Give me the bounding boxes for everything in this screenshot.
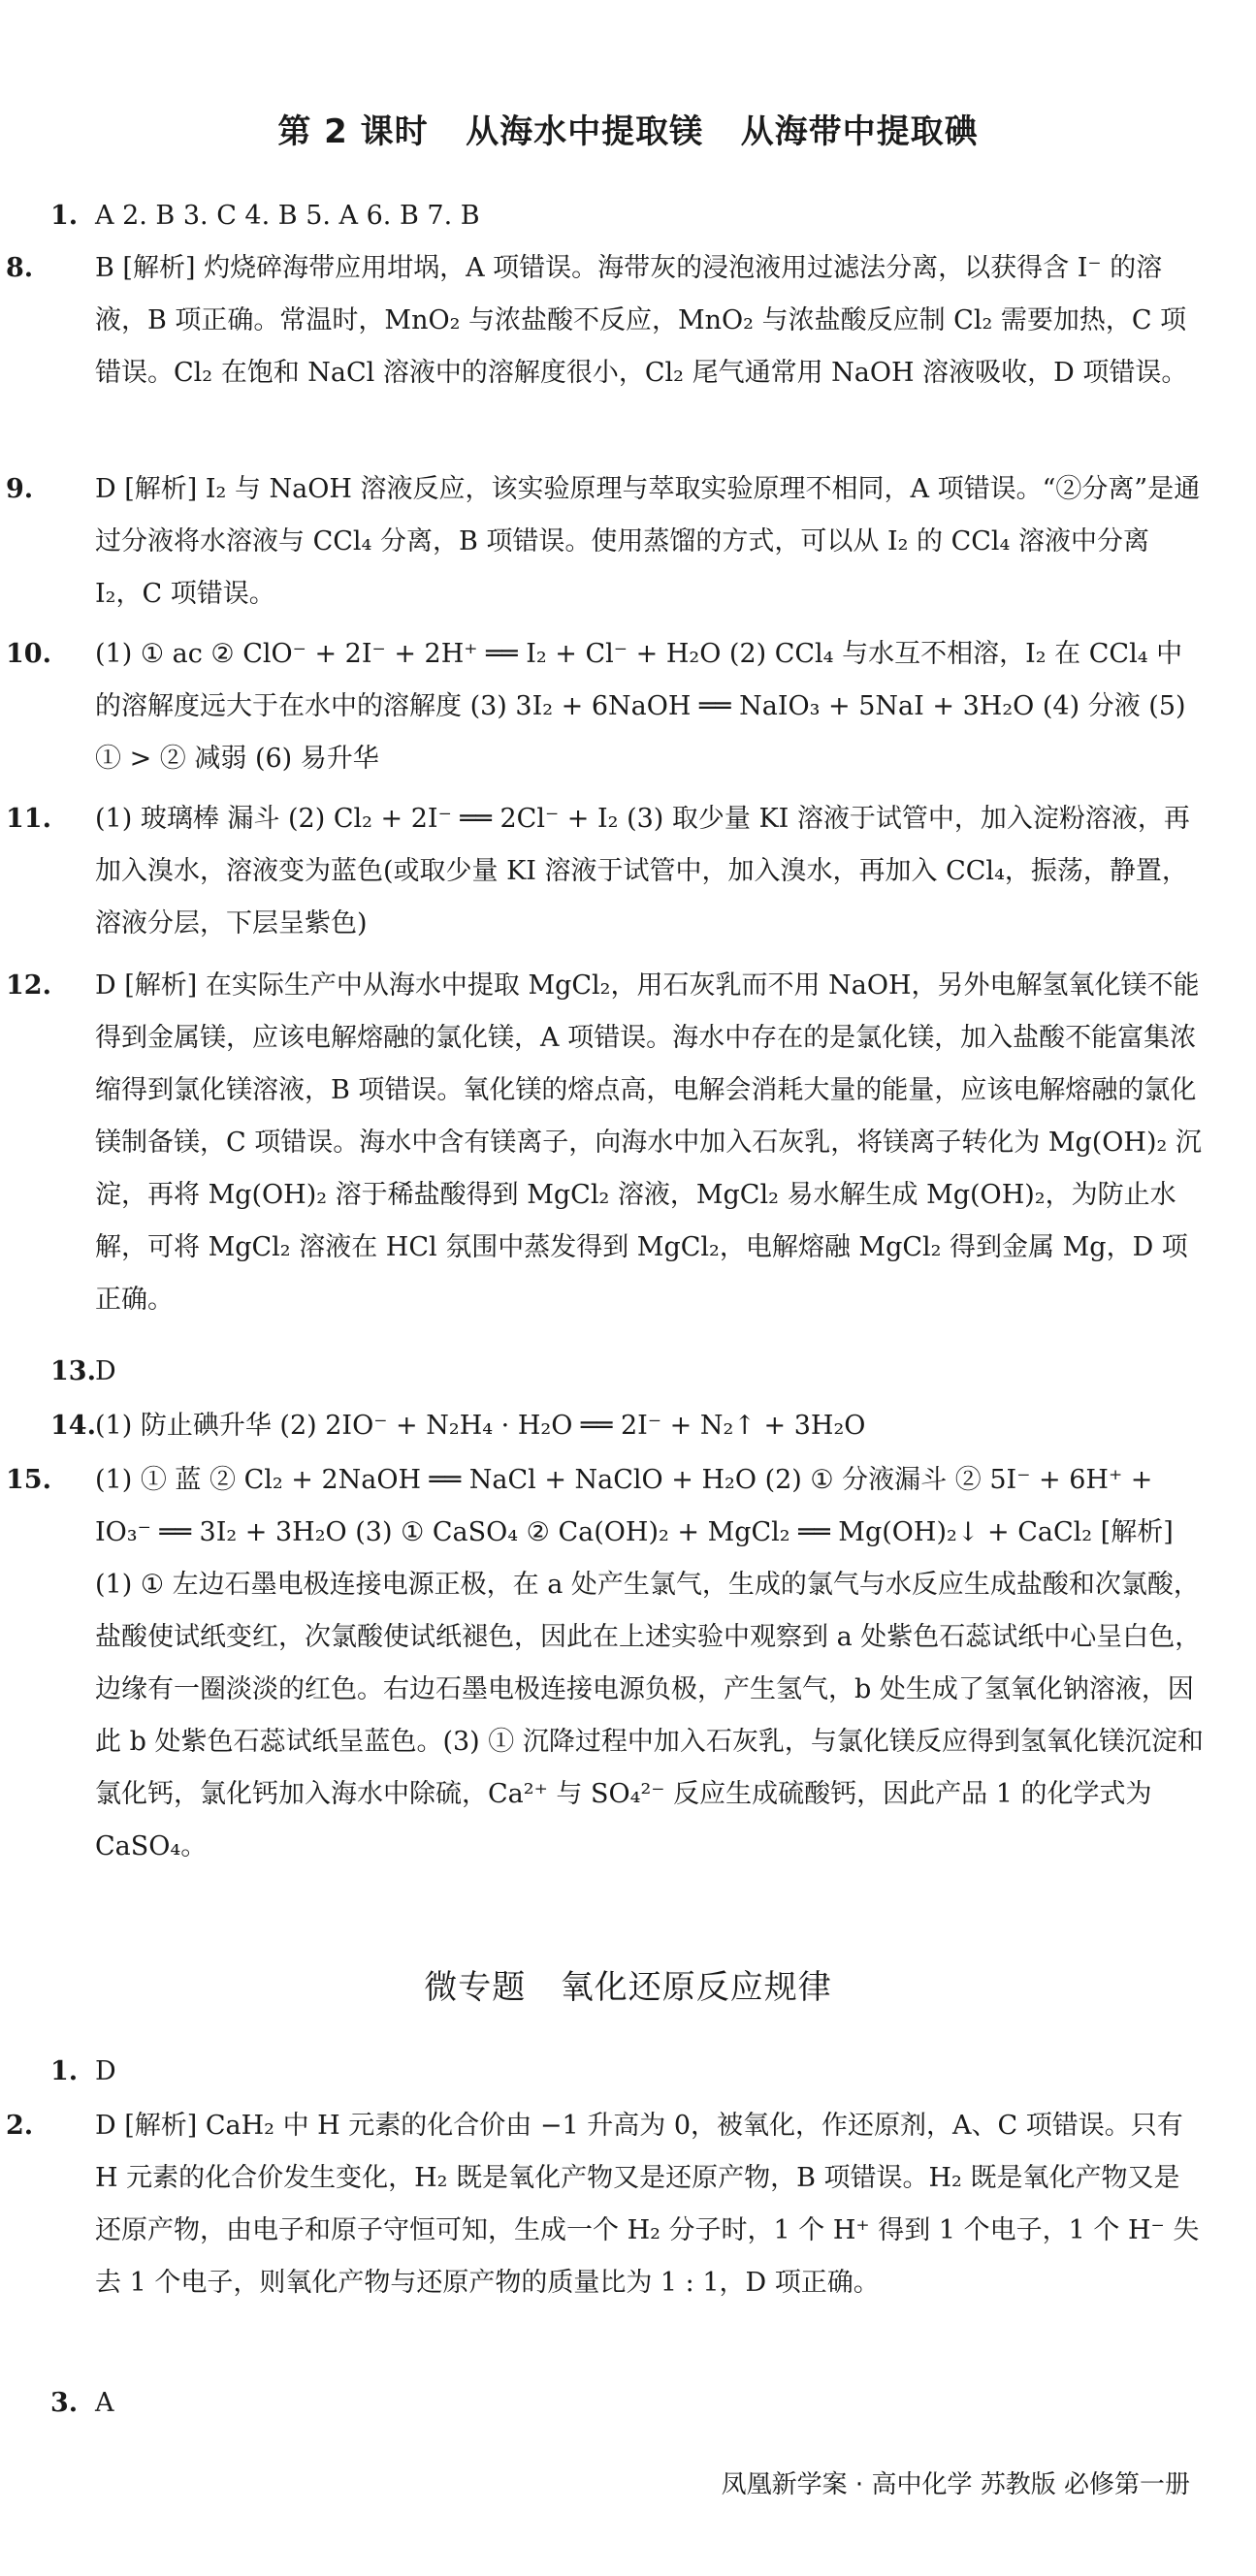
answer-text: D [解析] 在实际生产中从海水中提取 MgCl₂，用石灰乳而不用 NaOH，另外电解氢氧化镁不能得到金属镁，应该电解熔融的氯化镁，A 项错误。海水中存在的是氯化镁，加入盐酸不能富集浓缩得到氯化镁溶液，B 项错误。氧化镁的熔点高，电解会消耗大量的能量，应该电解熔融的氯化镁制备镁，C 项错误。海水中含有镁离子，向海水中加入石灰乳，将镁离子转化为 Mg(OH)₂ 沉淀，再将 Mg(OH)₂ 溶于稀盐酸得到 MgCl₂ 溶液，MgCl₂ 易水解生成 Mg(OH)₂，为防止水解，可将 MgCl₂ 溶液在 HCl 氛围中蒸发得到 MgCl₂，电解熔融 MgCl₂ 得到金属 Mg，D 项正确。 xyxy=(95,970,1202,1315)
answer-text: (1) 玻璃棒 漏斗 (2) Cl₂ + 2I⁻ ══ 2Cl⁻ + I₂ (3) 取少量 KI 溶液于试管中，加入淀粉溶液，再加入溴水，溶液变为蓝色(或取少量 KI 溶液于试管中，加入溴水，再加入 CCl₄，振荡，静置，溶液分层，下层呈紫色) xyxy=(95,804,1190,938)
answer-item-12 xyxy=(6,960,1205,1326)
page-footer: 凤凰新学案 · 高中化学 苏教版 必修第一册 xyxy=(721,2470,1190,2499)
answer-number: 10. xyxy=(6,639,51,669)
answer-item-15 xyxy=(6,1454,1205,1873)
answer2-item-1 xyxy=(50,2046,1205,2098)
answer-text: (1) ① 蓝 ② Cl₂ + 2NaOH ══ NaCl + NaClO + H₂O (2) ① 分液漏斗 ② 5I⁻ + 6H⁺ + IO₃⁻ ══ 3I₂ + 3H₂O (3) ① CaSO₄ ② Ca(OH)₂ + MgCl₂ ══ Mg(OH)₂↓ + CaCl₂ [解析] (1) ① 左边石墨电极连接电源正极，在 a 处产生氯气，生成的氯气与水反应生成盐酸和次氯酸，盐酸使试纸变红，次氯酸使试纸褪色，因此在上述实验中观察到 a 处紫色石蕊试纸中心呈白色，边缘有一圈淡淡的红色。右边石墨电极连接电源负极，产生氢气，b 处生成了氢氧化钠溶液，因此 b 处紫色石蕊试纸呈蓝色。(3) ① 沉降过程中加入石灰乳，与氯化镁反应得到氢氧化镁沉淀和氯化钙，氯化钙加入海水中除硫，Ca²⁺ 与 SO₄²⁻ 反应生成硫酸钙，因此产品 1 的化学式为 CaSO₄。 xyxy=(95,1465,1204,1861)
answer-item-1 xyxy=(50,190,1205,242)
answer-text: D xyxy=(95,2056,116,2086)
answer-text: B [解析] 灼烧碎海带应用坩埚，A 项错误。海带灰的浸泡液用过滤法分离，以获得含 I⁻ 的溶液，B 项正确。常温时，MnO₂ 与浓盐酸不反应，MnO₂ 与浓盐酸反应制 Cl₂ 需要加热，C 项错误。Cl₂ 在饱和 NaCl 溶液中的溶解度很小，Cl₂ 尾气通常用 NaOH 溶液吸收，D 项错误。 xyxy=(95,253,1188,388)
answer-number: 15. xyxy=(6,1465,51,1495)
answer2-item-2 xyxy=(6,2100,1205,2309)
answer-text: A 2. B 3. C 4. B 5. A 6. B 7. B xyxy=(95,201,480,231)
answer-text: D xyxy=(95,1356,116,1386)
answer-number: 8. xyxy=(6,253,34,283)
section-title-2: 微专题 氧化还原反应规律 xyxy=(424,1968,832,2007)
answer-text: D [解析] I₂ 与 NaOH 溶液反应，该实验原理与萃取实验原理不相同，A 项错误。“②分离”是通过分液将水溶液与 CCl₄ 分离，B 项错误。使用蒸馏的方式，可以从 I₂ 的 CCl₄ 溶液中分离 I₂，C 项错误。 xyxy=(95,474,1201,609)
answer-number: 2. xyxy=(6,2111,34,2141)
answer-number: 12. xyxy=(6,970,51,1001)
answer-text: D [解析] CaH₂ 中 H 元素的化合价由 −1 升高为 0，被氧化，作还原剂，A、C 项错误。只有 H 元素的化合价发生变化，H₂ 既是氧化产物又是还原产物，B 项错误。H₂ 既是氧化产物又是还原产物，由电子和原子守恒可知，生成一个 H₂ 分子时，1 个 H⁺ 得到 1 个电子，1 个 H⁻ 失去 1 个电子，则氧化产物与还原产物的质量比为 1 : 1，D 项正确。 xyxy=(95,2111,1200,2298)
answer-number: 13. xyxy=(50,1356,96,1386)
answer-item-13 xyxy=(50,1346,1205,1398)
answer-text: (1) 防止碘升华 (2) 2IO⁻ + N₂H₄ · H₂O ══ 2I⁻ + N₂↑ + 3H₂O xyxy=(95,1411,866,1441)
answer-number: 14. xyxy=(50,1411,96,1441)
answer-item-14 xyxy=(50,1400,1205,1452)
answer-item-9 xyxy=(6,463,1205,620)
answer2-item-3 xyxy=(50,2377,1205,2430)
answer-number: 3. xyxy=(50,2388,79,2418)
answer-text: A xyxy=(95,2388,114,2418)
answer-number: 1. xyxy=(50,2056,79,2086)
answer-item-10 xyxy=(6,628,1205,785)
answer-number: 11. xyxy=(6,804,51,834)
answer-item-11 xyxy=(6,793,1205,950)
answer-text: (1) ① ac ② ClO⁻ + 2I⁻ + 2H⁺ ══ I₂ + Cl⁻ + H₂O (2) CCl₄ 与水互不相溶，I₂ 在 CCl₄ 中的溶解度远大于在水中的溶解度 (3) 3I₂ + 6NaOH ══ NaIO₃ + 5NaI + 3H₂O (4) 分液 (5) ① > ② 减弱 (6) 易升华 xyxy=(95,639,1186,774)
section-title: 第 2 课时 从海水中提取镁 从海带中提取碘 xyxy=(277,112,979,151)
answer-number: 9. xyxy=(6,474,34,504)
answer-number: 1. xyxy=(50,201,79,231)
answer-item-8 xyxy=(6,242,1205,399)
